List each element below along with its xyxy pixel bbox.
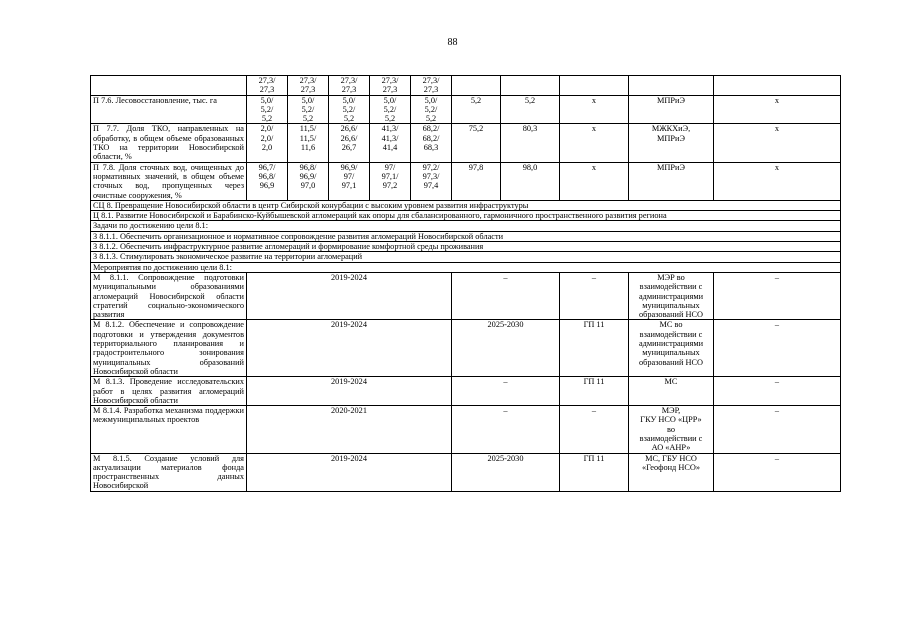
- year-value-cell: [370, 95, 411, 124]
- year-value-cell: [288, 76, 329, 96]
- target-value-2: 80,3: [501, 124, 560, 162]
- last-column-cell: –: [714, 406, 841, 453]
- measure-row: [91, 406, 841, 453]
- year-value-cell-line: 5,0/: [383, 95, 397, 105]
- responsible-cell-line: во: [666, 424, 675, 434]
- section-heading: Мероприятия по достижению цели 8.1:: [91, 262, 841, 272]
- year-value-cell-line: 97,4: [423, 181, 439, 191]
- year-value-cell-line: 27,3/: [381, 76, 399, 85]
- year-value-cell: [411, 162, 452, 200]
- year-value-cell: [247, 124, 288, 162]
- responsible-cell-line: МЭР,: [661, 406, 681, 416]
- year-value-cell: [329, 124, 370, 162]
- last-column-cell: –: [714, 377, 841, 406]
- year-value-cell-line: 26,7: [341, 143, 357, 153]
- year-value-cell-line: 97,1: [341, 181, 357, 191]
- year-value-cell-line: 27,3/: [299, 76, 317, 85]
- responsible-cell: [629, 453, 714, 491]
- measure-row: [91, 272, 841, 319]
- section-heading: Ц 8.1. Развитие Новосибирской и Барабинско-Куйбышевской агломераций как опоры для сбалансированного, гармоничного пространственного развития региона: [91, 211, 841, 221]
- indicator-label: П 7.8. Доля сточных вод, очищенных до нормативных значений, в общем объеме сточных вод, пропущенных через очистные сооружения, %: [91, 162, 247, 200]
- last-column-cell: –: [714, 320, 841, 377]
- year-value-cell-line: 2,0: [261, 143, 273, 153]
- x-mark-cell: [714, 76, 841, 96]
- year-value-cell: [247, 95, 288, 124]
- year-value-cell-line: 27,3: [382, 85, 398, 95]
- year-value-cell-line: 5,2: [425, 114, 437, 124]
- year-value-cell-line: 41,3/: [381, 124, 399, 134]
- document-table: [90, 75, 841, 492]
- responsible-cell-line: взаимодействии с: [639, 433, 703, 443]
- year-value-cell-line: 96,9/: [340, 162, 358, 172]
- year-value-cell-line: 97,3/: [422, 171, 440, 181]
- responsible-cell-line: МПРиЭ: [657, 133, 685, 143]
- measure-label: М 8.1.5. Создание условий для актуализации материалов фонда пространственных данных Новосибирской: [91, 453, 247, 491]
- year-value-cell: [288, 162, 329, 200]
- x-mark-cell: х: [714, 162, 841, 200]
- responsible-cell-line: администрациями: [638, 339, 704, 349]
- responsible-cell: [629, 406, 714, 453]
- target-value-1: [452, 76, 501, 96]
- year-value-cell-line: 11,5/: [299, 124, 317, 134]
- responsible-cell-line: ГКУ НСО «ЦРР»: [640, 415, 702, 425]
- responsible-cell-line: МС, ГБУ НСО: [645, 453, 697, 463]
- indicator-row: [91, 76, 841, 96]
- year-value-cell-line: 68,2/: [422, 124, 440, 134]
- year-value-cell-line: 96,9/: [299, 171, 317, 181]
- x-mark-cell: х: [560, 95, 629, 124]
- period-cell-2: –: [452, 377, 560, 406]
- responsible-cell-line: МЖКХиЭ,: [651, 124, 691, 134]
- year-value-cell-line: 68,2/: [422, 133, 440, 143]
- section-heading: З 8.1.2. Обеспечить инфраструктурное развитие агломераций и формирование комфортной среды проживания: [91, 242, 841, 252]
- period-cell: 2019-2024: [247, 320, 452, 377]
- year-value-cell: [411, 76, 452, 96]
- year-value-cell-line: 5,0/: [342, 95, 356, 105]
- year-value-cell: [247, 162, 288, 200]
- target-value-2: 5,2: [501, 95, 560, 124]
- year-value-cell-line: 11,5/: [299, 133, 317, 143]
- program-cell: –: [560, 272, 629, 319]
- year-value-cell-line: 5,0/: [301, 95, 315, 105]
- year-value-cell-line: 27,3: [341, 85, 357, 95]
- year-value-cell: [329, 162, 370, 200]
- responsible-cell-line: МС во: [659, 320, 683, 330]
- year-value-cell-line: 27,3/: [258, 76, 276, 85]
- responsible-cell-line: образований НСО: [639, 357, 703, 367]
- table-body: [91, 76, 841, 492]
- year-value-cell-line: 97/: [343, 171, 355, 181]
- year-value-cell-line: 11,6: [300, 143, 316, 153]
- year-value-cell-line: 97,1/: [381, 171, 399, 181]
- year-value-cell-line: 97,0: [300, 181, 316, 191]
- year-value-cell-line: 2,0/: [260, 133, 274, 143]
- year-value-cell-line: 27,3: [300, 85, 316, 95]
- year-value-cell-line: 5,2/: [301, 104, 315, 114]
- responsible-cell: [629, 377, 714, 406]
- x-mark-cell: х: [714, 95, 841, 124]
- target-value-2: [501, 76, 560, 96]
- year-value-cell: [370, 76, 411, 96]
- period-cell: 2020-2021: [247, 406, 452, 453]
- year-value-cell: [288, 124, 329, 162]
- year-value-cell-line: 2,0/: [260, 124, 274, 134]
- responsible-cell-line: «Геофонд НСО»: [641, 462, 701, 472]
- section-heading: СЦ 8. Превращение Новосибирской области в центр Сибирской конурбации с высоким уровнем развития инфраструктуры: [91, 200, 841, 210]
- year-value-cell-line: 27,3: [259, 85, 275, 95]
- period-cell: 2019-2024: [247, 377, 452, 406]
- year-value-cell-line: 41,4: [382, 143, 398, 153]
- indicator-label: П 7.6. Лесовосстановление, тыс. га: [91, 95, 247, 124]
- section-heading: З 8.1.1. Обеспечить организационное и нормативное сопровождение развития агломераций Новосибирской области: [91, 231, 841, 241]
- year-value-cell-line: 5,0/: [424, 95, 438, 105]
- x-mark-cell: х: [560, 124, 629, 162]
- page-number: 88: [447, 37, 458, 48]
- measure-row: [91, 377, 841, 406]
- indicator-row: [91, 162, 841, 200]
- year-value-cell: [329, 95, 370, 124]
- section-row: [91, 262, 841, 272]
- period-cell-2: 2025-2030: [452, 453, 560, 491]
- program-cell: ГП 11: [560, 453, 629, 491]
- section-row: [91, 231, 841, 241]
- section-row: [91, 221, 841, 231]
- target-value-1: 75,2: [452, 124, 501, 162]
- year-value-cell-line: 27,3: [423, 85, 439, 95]
- section-row: [91, 211, 841, 221]
- year-value-cell-line: 96,8/: [258, 171, 276, 181]
- measure-label: М 8.1.1. Сопровождение подготовки муниципальными образованиями агломераций Новосибирской области стратегий социально-экономического развития: [91, 272, 247, 319]
- measure-label: М 8.1.4. Разработка механизма поддержки межмуниципальных проектов: [91, 406, 247, 453]
- responsible-cell-line: АО «АНР»: [651, 443, 691, 453]
- indicator-label: П 7.7. Доля ТКО, направленных на обработку, в общем объеме образованных ТКО на территории Новосибирской области, %: [91, 124, 247, 162]
- year-value-cell-line: 96,9: [259, 181, 275, 191]
- measure-row: [91, 453, 841, 491]
- year-value-cell-line: 5,0/: [260, 95, 274, 105]
- program-cell: ГП 11: [560, 320, 629, 377]
- year-value-cell-line: 96,7/: [258, 162, 276, 172]
- responsible-cell-line: МПРиЭ: [657, 162, 685, 172]
- year-value-cell-line: 68,3: [423, 143, 439, 153]
- section-heading: Задачи по достижению цели 8.1:: [91, 221, 841, 231]
- year-value-cell-line: 26,6/: [340, 124, 358, 134]
- section-row: [91, 200, 841, 210]
- year-value-cell-line: 5,2: [343, 114, 355, 124]
- year-value-cell: [288, 95, 329, 124]
- responsible-cell-line: муниципальных: [642, 348, 700, 358]
- responsible-cell-line: МС: [664, 377, 678, 387]
- responsible-cell-line: муниципальных: [642, 300, 700, 310]
- year-value-cell-line: 97/: [384, 162, 396, 172]
- x-mark-cell: [560, 76, 629, 96]
- year-value-cell-line: 5,2/: [383, 104, 397, 114]
- year-value-cell: [411, 95, 452, 124]
- responsible-cell-line: МПРиЭ: [657, 95, 685, 105]
- year-value-cell: [370, 124, 411, 162]
- section-heading: З 8.1.3. Стимулировать экономическое развитие на территории агломераций: [91, 252, 841, 262]
- target-value-1: 97,8: [452, 162, 501, 200]
- last-column-cell: –: [714, 272, 841, 319]
- responsible-cell-line: образований НСО: [639, 310, 703, 320]
- program-cell: –: [560, 406, 629, 453]
- year-value-cell-line: 5,2: [261, 114, 273, 124]
- responsible-cell-line: администрациями: [638, 291, 704, 301]
- responsible-cell: [629, 320, 714, 377]
- responsible-cell: [629, 95, 714, 124]
- section-row: [91, 242, 841, 252]
- responsible-cell: [629, 272, 714, 319]
- measure-label: М 8.1.3. Проведение исследовательских работ в целях развития агломераций Новосибирской области: [91, 377, 247, 406]
- year-value-cell: [247, 76, 288, 96]
- section-row: [91, 252, 841, 262]
- year-value-cell-line: 5,2/: [260, 104, 274, 114]
- period-cell-2: –: [452, 272, 560, 319]
- period-cell-2: –: [452, 406, 560, 453]
- target-value-2: 98,0: [501, 162, 560, 200]
- year-value-cell-line: 27,3/: [340, 76, 358, 85]
- year-value-cell-line: 27,3/: [422, 76, 440, 85]
- year-value-cell: [329, 76, 370, 96]
- last-column-cell: –: [714, 453, 841, 491]
- target-value-1: 5,2: [452, 95, 501, 124]
- year-value-cell-line: 5,2: [302, 114, 314, 124]
- responsible-cell: [629, 76, 714, 96]
- year-value-cell-line: 96,8/: [299, 162, 317, 172]
- year-value-cell-line: 26,6/: [340, 133, 358, 143]
- responsible-cell: [629, 162, 714, 200]
- indicator-row: [91, 124, 841, 162]
- year-value-cell-line: 5,2/: [424, 104, 438, 114]
- responsible-cell-line: взаимодействии с: [639, 329, 703, 339]
- responsible-cell: [629, 124, 714, 162]
- year-value-cell-line: 5,2/: [342, 104, 356, 114]
- year-value-cell-line: 41,3/: [381, 133, 399, 143]
- x-mark-cell: х: [560, 162, 629, 200]
- measure-row: [91, 320, 841, 377]
- measure-label: М 8.1.2. Обеспечение и сопровождение подготовки и утверждения документов территориального планирования и градостроительного зонирования муниципальных образований Новосибирской области: [91, 320, 247, 377]
- x-mark-cell: х: [714, 124, 841, 162]
- period-cell: 2019-2024: [247, 453, 452, 491]
- year-value-cell-line: 5,2: [384, 114, 396, 124]
- responsible-cell-line: МЭР во: [657, 272, 685, 282]
- responsible-cell-line: взаимодействии с: [639, 282, 703, 292]
- year-value-cell-line: 97,2/: [422, 162, 440, 172]
- year-value-cell: [411, 124, 452, 162]
- indicator-label: [91, 76, 247, 96]
- period-cell: 2019-2024: [247, 272, 452, 319]
- program-cell: ГП 11: [560, 377, 629, 406]
- year-value-cell: [370, 162, 411, 200]
- year-value-cell-line: 97,2: [382, 181, 398, 191]
- indicator-row: [91, 95, 841, 124]
- period-cell-2: 2025-2030: [452, 320, 560, 377]
